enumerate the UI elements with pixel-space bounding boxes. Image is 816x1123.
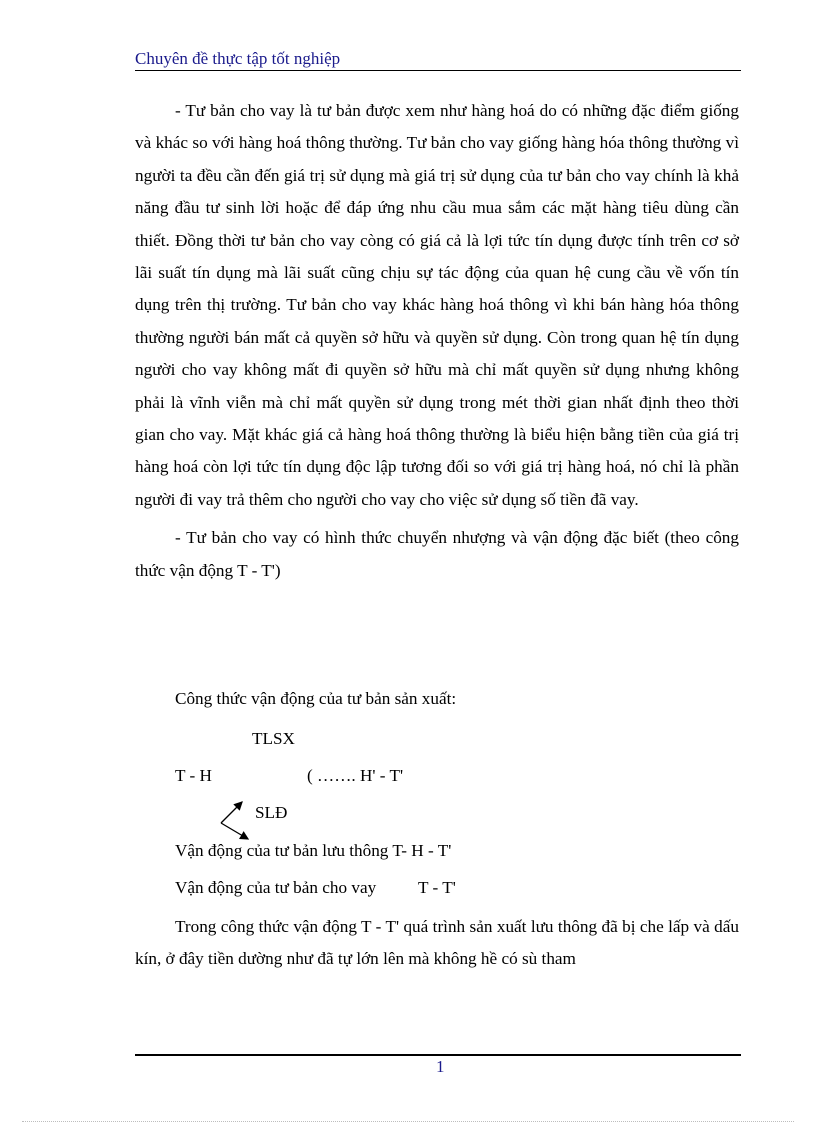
formula-intro: Công thức vận động của tư bản sản xuất: (175, 689, 457, 708)
formula-branch-arrows (214, 798, 254, 842)
formula-continuation: ( ……. H' - T' (307, 766, 404, 785)
body-text (135, 95, 739, 587)
formula-loan-capital-formula: T - T' (418, 878, 456, 897)
page-bottom-edge (22, 1121, 794, 1122)
closing-text (135, 911, 739, 976)
header-divider (135, 70, 741, 71)
formula-circulation-line: Vận động của tư bản lưu thông T- H - T' (175, 841, 452, 860)
arrow-up-to-tlsx (221, 802, 242, 823)
paragraph-loan-capital-commodity: - Tư bản cho vay là tư bản được xem như hàng hoá do có những đặc điểm giống và khác so với hàng hoá thông thường. Tư bản cho vay giống hàng hóa thông thường vì người ta đều cần đến giá trị sử dụng mà giá trị sử dụng của tư bản cho vay chính là khả năng đầu tư sinh lời hoặc để đáp ứng nhu cầu mua sắm các mặt hàng tiêu dùng cần thiết. Đồng thời tư bản cho vay còng có giá cả là lợi tức tín dụng được tính trên cơ sở lãi suất tín dụng mà lãi suất cũng chịu sự tác động của quan hệ cung cầu về vốn tín dụng trên thị trường. Tư bản cho vay khác hàng hoá thông vì khi bán hàng hóa thông thường người bán mất cả quyền sở hữu và quyền sử dụng. Còn trong quan hệ tín dụng người cho vay không mất đi quyền sở hữu mà chỉ mất quyền sử dụng nhưng không phải là vĩnh viễn mà chỉ mất quyền sử dụng trong mét thời gian nhất định theo thời gian cho vay. Mặt khác giá cả hàng hoá thông thường là biểu hiện bằng tiền của giá trị hàng hoá còn lợi tức tín dụng độc lập tương đối so với giá trị hàng hoá, nó chỉ là phần người đi vay trả thêm cho người cho vay cho việc sử dụng số tiền đã vay. (135, 101, 739, 509)
page-number: 1 (436, 1057, 445, 1076)
formula-sld: SLĐ (255, 803, 288, 822)
footer-divider (135, 1054, 741, 1056)
paragraph-loan-capital-movement: - Tư bản cho vay có hình thức chuyển nhượng và vận động đặc biết (theo công thức vận động T - T') (135, 528, 739, 580)
formula-loan-capital-label: Vận động của tư bản cho vay (175, 878, 377, 897)
running-header-title: Chuyên đề thực tập tốt nghiệp (135, 49, 341, 68)
arrow-down-to-sld (221, 823, 248, 839)
formula-t-h: T - H (175, 766, 212, 785)
paragraph-closing: Trong công thức vận động T - T' quá trình sản xuất lưu thông đã bị che lấp và dấu kín, ở đây tiền dường như đã tự lớn lên mà không hề có sù tham (135, 917, 739, 969)
formula-tlsx: TLSX (252, 729, 295, 748)
